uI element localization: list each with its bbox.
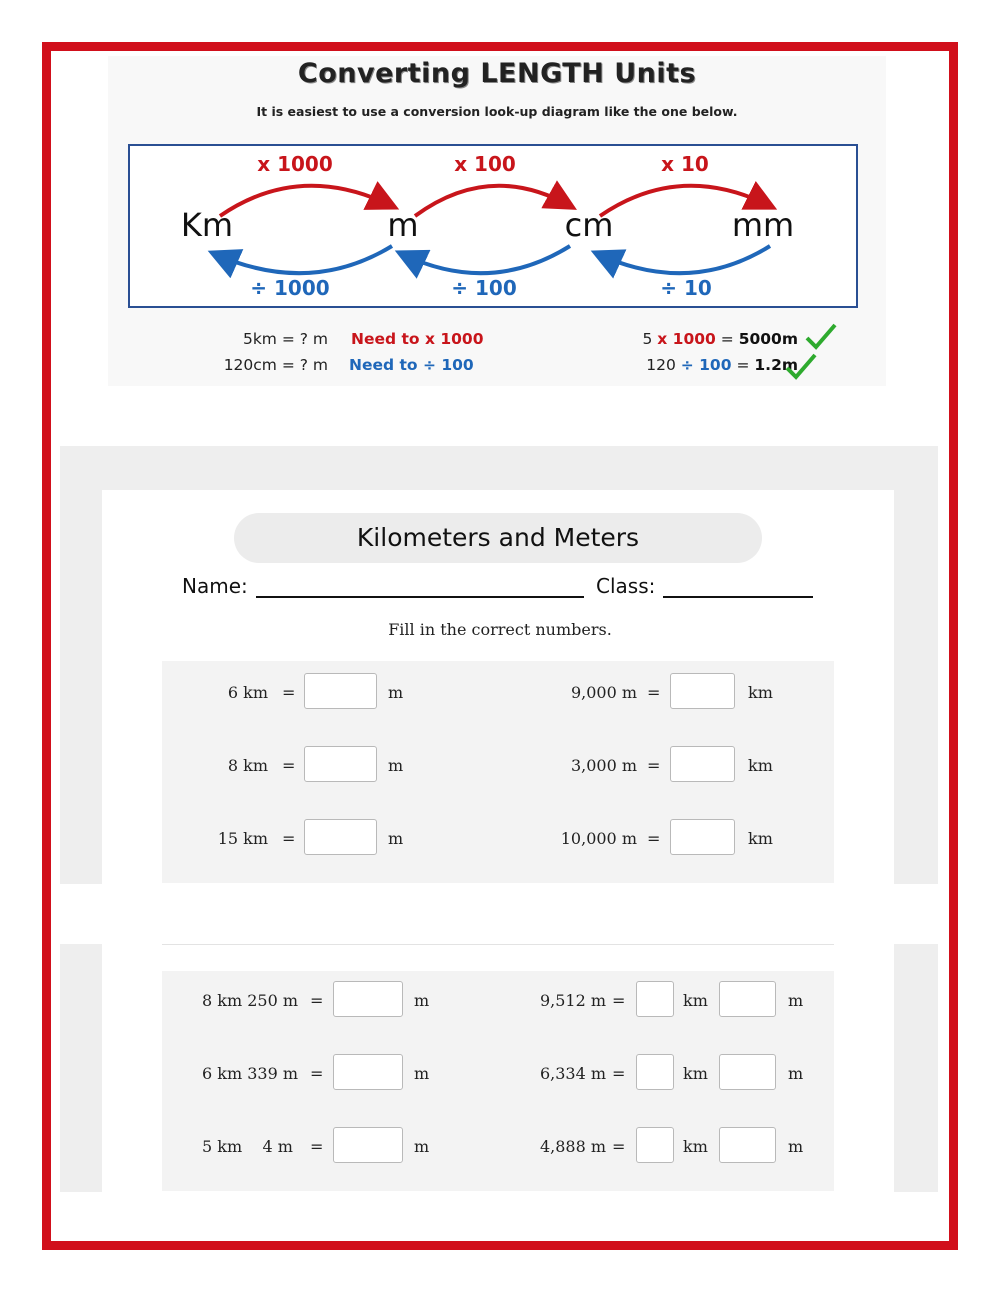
- exercise-row: [162, 673, 834, 713]
- example-answer: 5 x 1000 = 5000m: [642, 330, 798, 348]
- chart-subtitle: It is easiest to use a conversion look-up diagram like the one below.: [256, 104, 738, 119]
- chart-title: Converting LENGTH Units: [297, 58, 697, 89]
- equals-sign: =: [612, 1137, 626, 1156]
- unit-label: m: [788, 1137, 804, 1156]
- answer-input-m[interactable]: [719, 981, 776, 1017]
- unit-km: Km: [180, 206, 234, 244]
- equals-sign: =: [310, 991, 324, 1010]
- arrow-m-to-km: [215, 246, 392, 273]
- divide-10-label: ÷ 10: [660, 276, 712, 300]
- question-km-m: 8 km 250 m: [202, 991, 299, 1010]
- equals-sign: =: [612, 1064, 626, 1083]
- equals-sign: =: [282, 756, 296, 775]
- example-need: Need to x 1000: [351, 330, 484, 348]
- unit-label: m: [388, 829, 404, 848]
- unit-label: km: [683, 1137, 708, 1156]
- class-field[interactable]: [663, 596, 813, 598]
- question-km: 15 km: [217, 829, 268, 848]
- answer-input[interactable]: [304, 819, 377, 855]
- equals-sign: =: [282, 683, 296, 702]
- question-m: 9,512 m: [539, 991, 606, 1010]
- answer-input[interactable]: [670, 746, 735, 782]
- example-answer: 120 ÷ 100 = 1.2m: [646, 356, 798, 374]
- question-m: 10,000 m: [560, 829, 637, 848]
- exercise-panel-2: [162, 971, 834, 1191]
- example-row-1: [108, 330, 886, 354]
- example-need: Need to ÷ 100: [349, 356, 474, 374]
- answer-input[interactable]: [670, 673, 735, 709]
- check-icon: [784, 352, 818, 382]
- equals-sign: =: [612, 991, 626, 1010]
- answer-input-m[interactable]: [719, 1054, 776, 1090]
- unit-label: km: [748, 829, 773, 848]
- instruction-text: Fill in the correct numbers.: [388, 620, 612, 639]
- unit-label: km: [748, 683, 773, 702]
- multiply-10-label: x 10: [661, 152, 709, 176]
- equals-sign: =: [310, 1064, 324, 1083]
- answer-input-km[interactable]: [636, 1054, 674, 1090]
- exercise-row: [162, 1054, 834, 1094]
- answer-input[interactable]: [333, 981, 403, 1017]
- exercise-row: [162, 746, 834, 786]
- question-m: 6,334 m: [539, 1064, 606, 1083]
- unit-mm: mm: [731, 206, 795, 244]
- unit-label: m: [788, 991, 804, 1010]
- arrow-cm-to-m: [402, 246, 570, 273]
- check-icon: [804, 322, 838, 352]
- exercise-row: [162, 819, 834, 859]
- equals-sign: =: [647, 756, 661, 775]
- question-m: 3,000 m: [570, 756, 637, 775]
- answer-input-km[interactable]: [636, 981, 674, 1017]
- answer-input[interactable]: [333, 1054, 403, 1090]
- unit-label: m: [414, 991, 430, 1010]
- answer-input-m[interactable]: [719, 1127, 776, 1163]
- question-km: 6 km: [227, 683, 268, 702]
- example-question: 120cm = ? m: [223, 356, 328, 374]
- question-km-m: 5 km 4 m: [202, 1137, 293, 1156]
- example-question: 5km = ? m: [242, 330, 328, 348]
- unit-cm: cm: [564, 206, 614, 244]
- question-km-m: 6 km 339 m: [202, 1064, 299, 1083]
- multiply-100-label: x 100: [454, 152, 516, 176]
- unit-label: m: [414, 1137, 430, 1156]
- exercise-row: [162, 981, 834, 1021]
- conversion-diagram: [128, 144, 858, 308]
- unit-m: m: [387, 206, 419, 244]
- equals-sign: =: [647, 683, 661, 702]
- name-label: Name:: [182, 574, 248, 598]
- unit-label: km: [748, 756, 773, 775]
- section-divider: [162, 944, 834, 945]
- equals-sign: =: [310, 1137, 324, 1156]
- arrow-mm-to-cm: [598, 246, 770, 273]
- unit-label: m: [388, 683, 404, 702]
- exercise-panel-1: [162, 661, 834, 883]
- exercise-row: [162, 1127, 834, 1167]
- unit-label: m: [414, 1064, 430, 1083]
- worksheet-title: Kilometers and Meters: [234, 513, 762, 563]
- equals-sign: =: [282, 829, 296, 848]
- example-row-2: [108, 356, 886, 380]
- answer-input-km[interactable]: [636, 1127, 674, 1163]
- multiply-1000-label: x 1000: [257, 152, 333, 176]
- question-m: 4,888 m: [539, 1137, 606, 1156]
- equals-sign: =: [647, 829, 661, 848]
- question-km: 8 km: [227, 756, 268, 775]
- answer-input[interactable]: [670, 819, 735, 855]
- answer-input[interactable]: [304, 673, 377, 709]
- unit-label: km: [683, 991, 708, 1010]
- question-m: 9,000 m: [570, 683, 637, 702]
- unit-label: m: [788, 1064, 804, 1083]
- answer-input[interactable]: [304, 746, 377, 782]
- name-field[interactable]: [256, 596, 584, 598]
- worksheet-gap: [102, 884, 894, 944]
- answer-input[interactable]: [333, 1127, 403, 1163]
- unit-label: m: [388, 756, 404, 775]
- divide-1000-label: ÷ 1000: [250, 276, 330, 300]
- divide-100-label: ÷ 100: [451, 276, 517, 300]
- conversion-chart: [108, 56, 886, 386]
- unit-label: km: [683, 1064, 708, 1083]
- class-label: Class:: [596, 574, 656, 598]
